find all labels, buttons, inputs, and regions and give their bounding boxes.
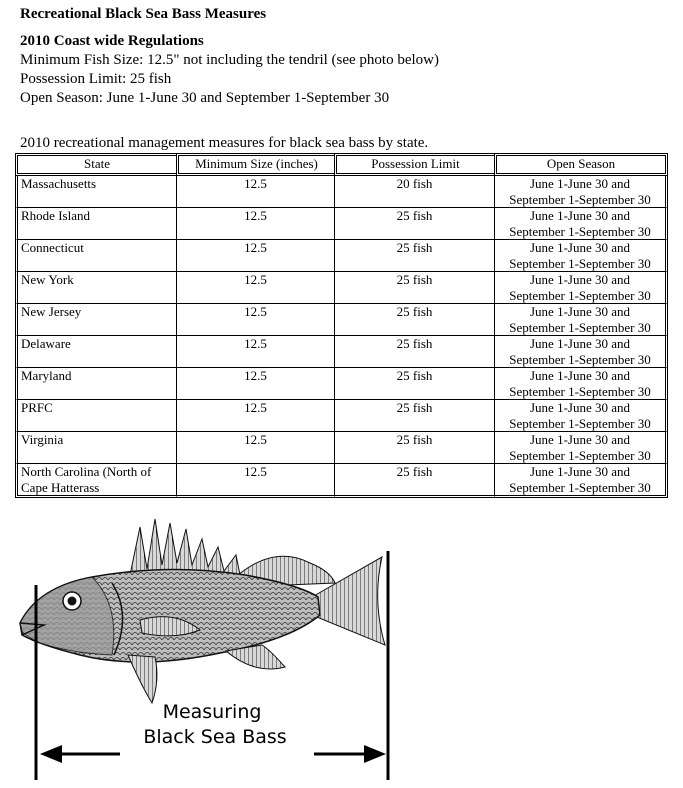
cell-open-season-text: June 1-June 30 and (529, 304, 630, 319)
cell-open-season (494, 336, 668, 368)
table-row (15, 304, 668, 336)
cell-possession-limit-text: 25 fish (396, 208, 433, 223)
table-header-row (15, 153, 668, 176)
cell-possession-limit (334, 304, 494, 336)
cell-open-season-text: September 1-September 30 (509, 255, 651, 271)
black-sea-bass-icon (0, 505, 683, 783)
header-open-season: Open Season (494, 153, 668, 176)
cell-min-size (176, 368, 334, 400)
table-row (15, 272, 668, 304)
cell-possession-limit (334, 400, 494, 432)
min-size-rule: Minimum Fish Size: 12.5" not including the tendril (see photo below) (20, 52, 439, 68)
cell-open-season-text: June 1-June 30 and (529, 432, 630, 447)
cell-state-text: New Jersey (21, 304, 82, 319)
cell-open-season (494, 304, 668, 336)
cell-open-season (494, 464, 668, 498)
cell-open-season-text: September 1-September 30 (509, 479, 651, 495)
cell-min-size-text: 12.5 (244, 272, 267, 287)
cell-state-text: North Carolina (North of (21, 464, 152, 479)
cell-min-size-text: 12.5 (244, 240, 267, 255)
cell-possession-limit (334, 240, 494, 272)
cell-state-text: PRFC (21, 400, 53, 415)
table-body (15, 176, 668, 498)
cell-open-season-text: September 1-September 30 (509, 223, 651, 239)
cell-min-size-text: 12.5 (244, 400, 267, 415)
cell-possession-limit (334, 432, 494, 464)
cell-state-text: Rhode Island (21, 208, 90, 223)
cell-open-season-text: June 1-June 30 and (529, 272, 630, 287)
table-row (15, 368, 668, 400)
cell-open-season (494, 368, 668, 400)
cell-state-text: Cape Hatterass (21, 479, 100, 495)
cell-possession-limit-text: 25 fish (396, 336, 433, 351)
cell-possession-limit (334, 464, 494, 498)
cell-state (15, 272, 176, 304)
cell-state-text: Connecticut (21, 240, 84, 255)
header-state: State (15, 153, 176, 176)
cell-open-season-text: June 1-June 30 and (529, 176, 630, 191)
cell-possession-limit (334, 176, 494, 208)
cell-possession-limit-text: 25 fish (396, 272, 433, 287)
cell-state (15, 336, 176, 368)
cell-open-season-text: September 1-September 30 (509, 287, 651, 303)
cell-state (15, 400, 176, 432)
cell-possession-limit (334, 272, 494, 304)
season-rule: Open Season: June 1-June 30 and September 1-September 30 (20, 90, 390, 106)
cell-open-season (494, 400, 668, 432)
cell-possession-limit-text: 25 fish (396, 368, 433, 383)
cell-min-size-text: 12.5 (244, 336, 267, 351)
cell-open-season (494, 272, 668, 304)
fish-figure (0, 505, 683, 783)
table-row (15, 432, 668, 464)
cell-open-season-text: June 1-June 30 and (529, 368, 630, 383)
cell-possession-limit-text: 25 fish (396, 432, 433, 447)
cell-open-season-text: June 1-June 30 and (529, 464, 630, 479)
cell-min-size-text: 12.5 (244, 304, 267, 319)
cell-possession-limit-text: 20 fish (396, 176, 433, 191)
cell-possession-limit (334, 336, 494, 368)
cell-open-season (494, 432, 668, 464)
cell-possession-limit (334, 368, 494, 400)
page-title: Recreational Black Sea Bass Measures (20, 6, 267, 22)
fish-label-black-sea-bass: Black Sea Bass (143, 726, 287, 748)
cell-open-season-text: September 1-September 30 (509, 191, 651, 207)
cell-open-season-text: September 1-September 30 (509, 319, 651, 335)
cell-state (15, 176, 176, 208)
cell-open-season-text: September 1-September 30 (509, 415, 651, 431)
regulations-table (15, 153, 668, 498)
cell-min-size (176, 176, 334, 208)
cell-possession-limit-text: 25 fish (396, 304, 433, 319)
cell-min-size (176, 432, 334, 464)
cell-possession-limit-text: 25 fish (396, 240, 433, 255)
cell-state (15, 240, 176, 272)
cell-min-size (176, 400, 334, 432)
cell-state (15, 368, 176, 400)
table-row (15, 240, 668, 272)
cell-min-size (176, 464, 334, 498)
cell-open-season-text: June 1-June 30 and (529, 400, 630, 415)
cell-state-text: Massachusetts (21, 176, 97, 191)
table-caption: 2010 recreational management measures for black sea bass by state. (20, 135, 429, 151)
cell-state-text: Delaware (21, 336, 71, 351)
cell-min-size-text: 12.5 (244, 464, 267, 479)
cell-min-size (176, 240, 334, 272)
table-row (15, 336, 668, 368)
cell-min-size (176, 336, 334, 368)
cell-possession-limit (334, 208, 494, 240)
cell-open-season-text: June 1-June 30 and (529, 240, 630, 255)
cell-min-size-text: 12.5 (244, 176, 267, 191)
table-row (15, 176, 668, 208)
cell-open-season-text: September 1-September 30 (509, 447, 651, 463)
cell-state (15, 432, 176, 464)
cell-possession-limit-text: 25 fish (396, 400, 433, 415)
table-row (15, 400, 668, 432)
regulations-heading: 2010 Coast wide Regulations (20, 33, 204, 49)
table-row (15, 464, 668, 498)
cell-min-size (176, 272, 334, 304)
cell-state (15, 304, 176, 336)
cell-state-text: Virginia (21, 432, 64, 447)
header-min-size: Minimum Size (inches) (176, 153, 334, 176)
cell-open-season-text: June 1-June 30 and (529, 208, 630, 223)
cell-state-text: New York (21, 272, 74, 287)
cell-state (15, 464, 176, 498)
cell-min-size-text: 12.5 (244, 368, 267, 383)
possession-rule: Possession Limit: 25 fish (20, 71, 172, 87)
cell-min-size (176, 304, 334, 336)
cell-open-season (494, 176, 668, 208)
cell-min-size-text: 12.5 (244, 208, 267, 223)
cell-state-text: Maryland (21, 368, 72, 383)
cell-open-season-text: June 1-June 30 and (529, 336, 630, 351)
cell-open-season-text: September 1-September 30 (509, 383, 651, 399)
cell-open-season (494, 240, 668, 272)
cell-open-season-text: September 1-September 30 (509, 351, 651, 367)
cell-state (15, 208, 176, 240)
cell-possession-limit-text: 25 fish (396, 464, 433, 479)
cell-min-size (176, 208, 334, 240)
cell-open-season (494, 208, 668, 240)
header-possession-limit: Possession Limit (334, 153, 494, 176)
table-row (15, 208, 668, 240)
fish-label-measuring: Measuring (162, 701, 262, 723)
regulations-table-container (15, 153, 668, 498)
cell-min-size-text: 12.5 (244, 432, 267, 447)
